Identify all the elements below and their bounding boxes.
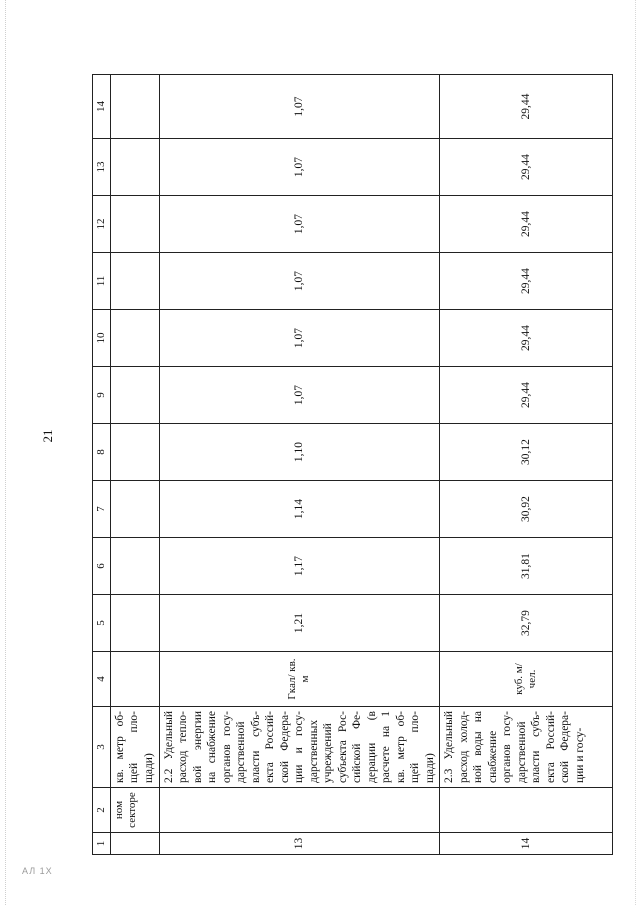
table-row bbox=[440, 75, 613, 855]
col-header: 5 bbox=[93, 595, 111, 652]
right-margin-dots bbox=[635, 0, 636, 905]
value-cell: 29,44 bbox=[440, 139, 613, 196]
value-cell bbox=[110, 196, 159, 253]
description-cell: 2.2 Удельный расход тепло-вой энергии на снабжение органов госу-дарственной власти субъ-екта Россий-ской Федера-ции и госу-дарственных учреждений субъекта Рос-сийской Фе-дерации (в расчете на 1 кв. метр об-щей пло-щади) bbox=[159, 707, 440, 788]
value-cell: 1,21 bbox=[159, 595, 440, 652]
value-cell bbox=[110, 253, 159, 310]
sector-cell bbox=[159, 788, 440, 833]
value-cell: 29,44 bbox=[440, 253, 613, 310]
value-cell: 1,07 bbox=[159, 196, 440, 253]
unit-cell bbox=[110, 652, 159, 707]
value-cell: 29,44 bbox=[440, 310, 613, 367]
value-cell: 1,07 bbox=[159, 139, 440, 196]
value-cell: 1,17 bbox=[159, 538, 440, 595]
unit-cell: куб. м/ чел. bbox=[440, 652, 613, 707]
description-cell: 2.3 Удельный расход холод-ной воды на снабжение органов госу-дарственной власти субъ-екта Россий-ской Федера-ции и госу- bbox=[440, 707, 613, 788]
value-cell bbox=[110, 424, 159, 481]
col-header: 9 bbox=[93, 367, 111, 424]
col-header: 2 bbox=[93, 788, 111, 833]
col-header: 10 bbox=[93, 310, 111, 367]
value-cell: 32,79 bbox=[440, 595, 613, 652]
value-cell: 30,12 bbox=[440, 424, 613, 481]
col-header: 13 bbox=[93, 139, 111, 196]
sector-cell: ном секторе bbox=[110, 788, 159, 833]
col-header: 8 bbox=[93, 424, 111, 481]
value-cell: 31,81 bbox=[440, 538, 613, 595]
left-margin-dots bbox=[5, 0, 6, 905]
row-number-cell: 14 bbox=[440, 833, 613, 855]
row-number-cell: 13 bbox=[159, 833, 440, 855]
unit-cell: Гкал/ кв. м bbox=[159, 652, 440, 707]
page-number: 21 bbox=[40, 429, 55, 443]
value-cell: 1,07 bbox=[159, 367, 440, 424]
col-header: 11 bbox=[93, 253, 111, 310]
value-cell bbox=[110, 310, 159, 367]
value-cell: 30,92 bbox=[440, 481, 613, 538]
col-header: 7 bbox=[93, 481, 111, 538]
value-cell bbox=[110, 538, 159, 595]
value-cell bbox=[110, 367, 159, 424]
col-header: 14 bbox=[93, 75, 111, 139]
value-cell bbox=[110, 481, 159, 538]
column-number-row bbox=[93, 75, 111, 855]
value-cell bbox=[110, 75, 159, 139]
value-cell: 1,07 bbox=[159, 253, 440, 310]
col-header: 12 bbox=[93, 196, 111, 253]
value-cell: 1,07 bbox=[159, 75, 440, 139]
value-cell bbox=[110, 595, 159, 652]
footer-mark: АЛ 1Х bbox=[22, 866, 53, 876]
value-cell: 1,14 bbox=[159, 481, 440, 538]
col-header: 3 bbox=[93, 707, 111, 788]
indicators-table bbox=[92, 74, 613, 855]
value-cell: 29,44 bbox=[440, 196, 613, 253]
row-number-cell bbox=[110, 833, 159, 855]
value-cell bbox=[110, 139, 159, 196]
sector-cell bbox=[440, 788, 613, 833]
col-header: 4 bbox=[93, 652, 111, 707]
rotated-table-container bbox=[92, 75, 610, 855]
value-cell: 29,44 bbox=[440, 75, 613, 139]
value-cell: 1,10 bbox=[159, 424, 440, 481]
description-cell: кв. метр об-щей пло-щади) bbox=[110, 707, 159, 788]
table-row bbox=[159, 75, 440, 855]
col-header: 6 bbox=[93, 538, 111, 595]
table-row-continuation bbox=[110, 75, 159, 855]
value-cell: 29,44 bbox=[440, 367, 613, 424]
col-header: 1 bbox=[93, 833, 111, 855]
value-cell: 1,07 bbox=[159, 310, 440, 367]
